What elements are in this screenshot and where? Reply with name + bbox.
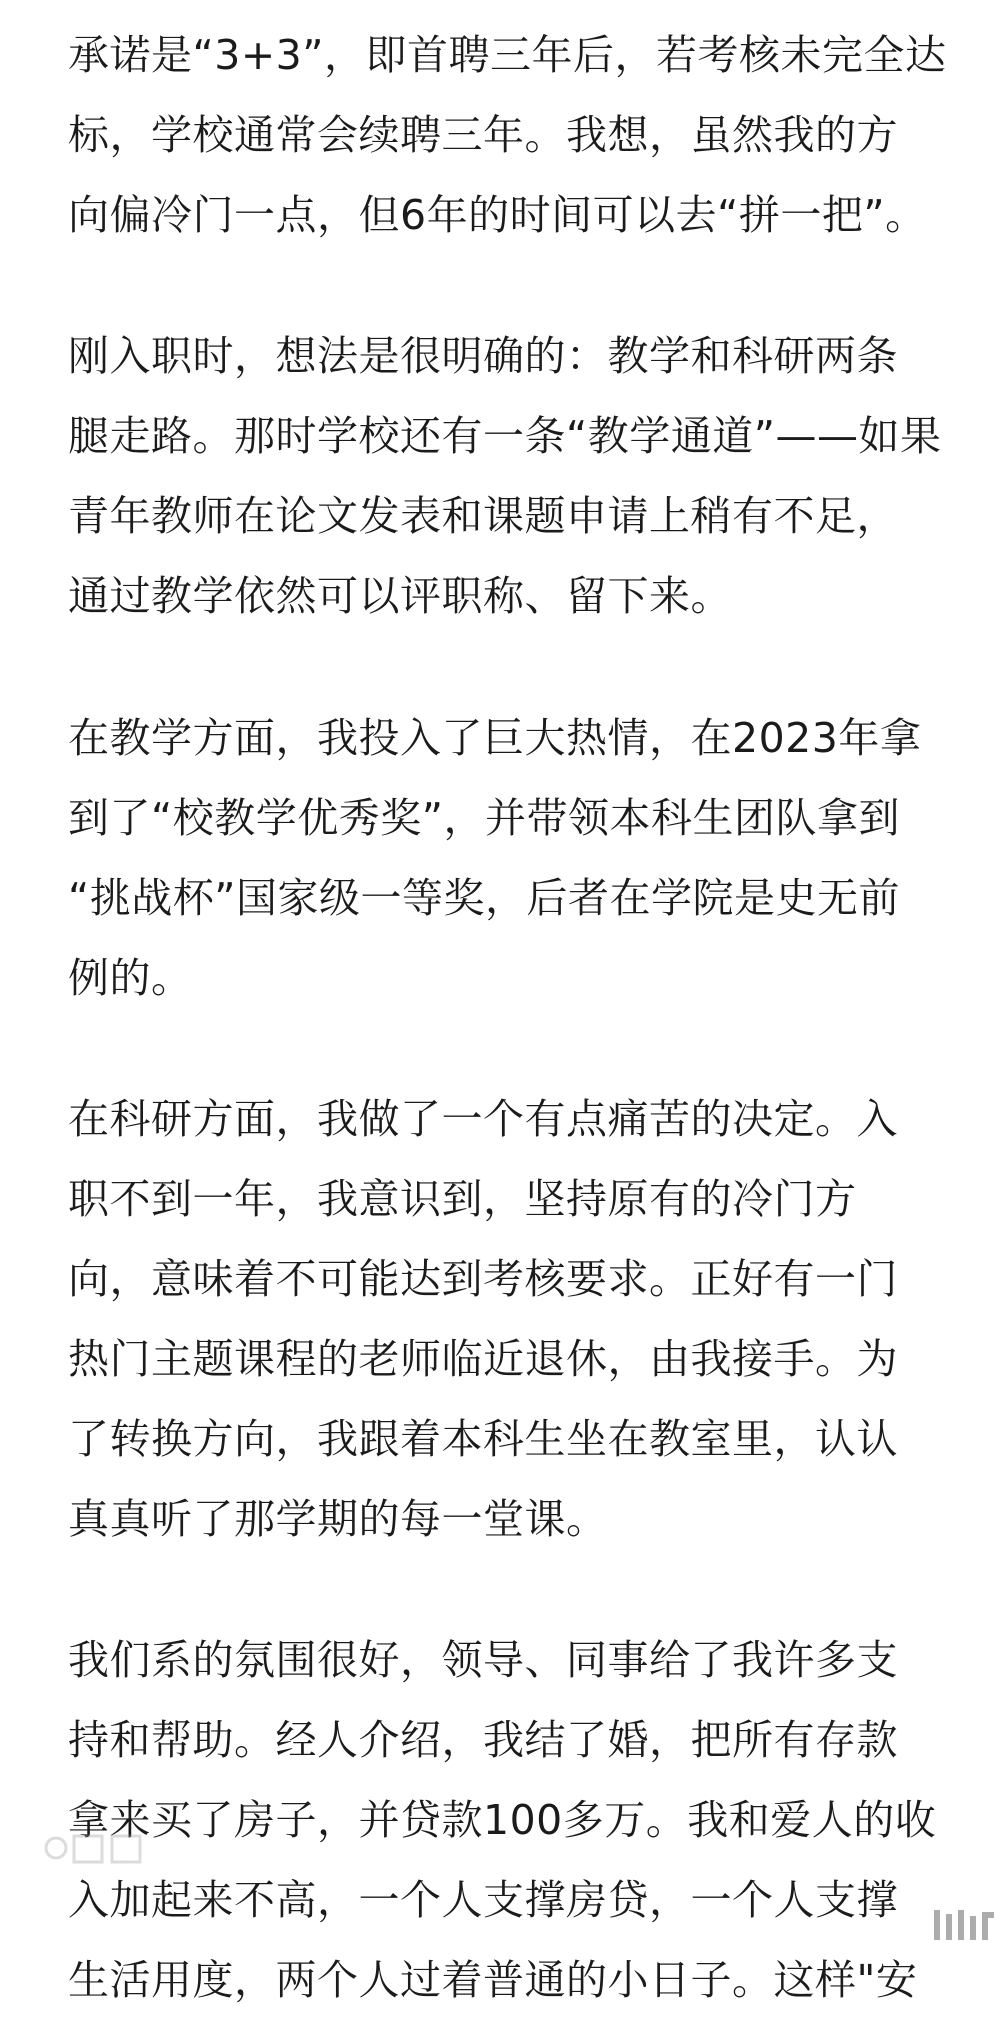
text-line: 刚入职时，想法是很明确的：教学和科研两条 [68, 332, 898, 380]
text-line: 腿走路。那时学校还有一条“教学通道”——如果 [68, 412, 942, 460]
text-line: “挑战杯”国家级一等奖，后者在学院是史无前 [68, 874, 900, 922]
text-line: 向，意味着不可能达到考核要求。正好有一门 [68, 1255, 898, 1303]
text-line: 持和帮助。经人介绍，我结了婚，把所有存款 [68, 1716, 898, 1764]
text-line: 生活用度，两个人过着普通的小日子。这样"安 [68, 1956, 918, 2004]
text-line: 通过教学依然可以评职称、留下来。 [68, 572, 732, 620]
text-line: 真真听了那学期的每一堂课。 [68, 1495, 608, 1543]
text-line: 例的。 [68, 954, 193, 1002]
text-line: 了转换方向，我跟着本科生坐在教室里，认认 [68, 1415, 898, 1463]
text-line: 青年教师在论文发表和课题申请上稍有不足， [68, 492, 898, 540]
text-line: 入加起来不高，一个人支撑房贷，一个人支撑 [68, 1876, 898, 1924]
text-line: 标，学校通常会续聘三年。我想，虽然我的方 [68, 111, 898, 159]
text-line: 热门主题课程的老师临近退休，由我接手。为 [68, 1335, 898, 1383]
text-line: 我们系的氛围很好，领导、同事给了我许多支 [68, 1636, 898, 1684]
text-line: 拿来买了房子，并贷款100多万。我和爱人的收 [68, 1796, 937, 1844]
text-line: 职不到一年，我意识到，坚持原有的冷门方 [68, 1175, 857, 1223]
text-line: 在科研方面，我做了一个有点痛苦的决定。入 [68, 1095, 898, 1143]
text-line: 向偏冷门一点，但6年的时间可以去“拼一把”。 [68, 191, 927, 239]
text-line: 承诺是“3+3”，即首聘三年后，若考核未完全达 [68, 31, 947, 79]
text-line: 到了“校教学优秀奖”，并带领本科生团队拿到 [68, 794, 900, 842]
text-line: 在教学方面，我投入了巨大热情，在2023年拿 [68, 714, 922, 762]
